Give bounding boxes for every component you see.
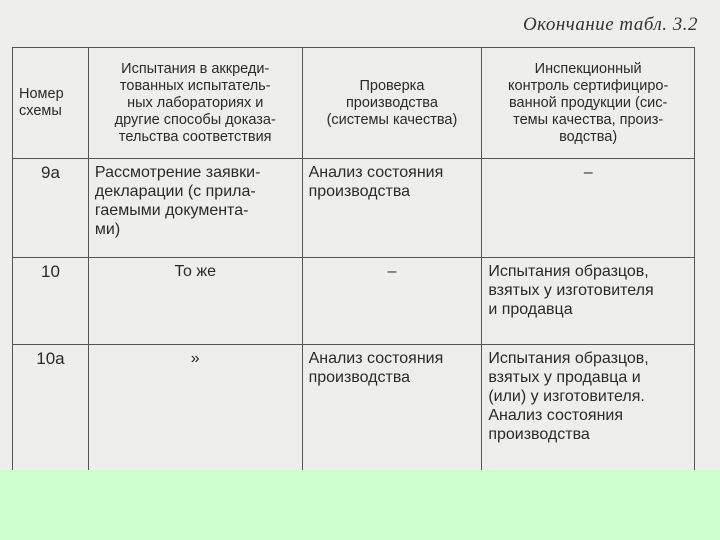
cell-inspection-control: Испытания образцов, взятых у изготовителя и продавца <box>482 258 695 345</box>
certification-schemes-table <box>12 47 695 472</box>
cell-scheme-number: 10 <box>13 258 89 345</box>
table-row <box>13 159 695 258</box>
cell-testing: » <box>88 345 302 472</box>
footer-band <box>0 470 720 540</box>
cell-testing: Рассмотрение заявки- декларации (с прила- гаемыми документа- ми) <box>88 159 302 258</box>
cell-production-check: – <box>302 258 482 345</box>
header-production-check: Проверка производства (системы качества) <box>302 48 482 159</box>
table-header-row <box>13 48 695 159</box>
cell-production-check: Анализ состояния производства <box>302 345 482 472</box>
header-testing: Испытания в аккреди- тованных испытатель- ных лабораториях и другие способы доказа- тельства соответствия <box>88 48 302 159</box>
cell-testing: То же <box>88 258 302 345</box>
cell-production-check: Анализ состояния производства <box>302 159 482 258</box>
table-caption: Окончание табл. 3.2 <box>522 14 698 35</box>
table-row <box>13 345 695 472</box>
cell-scheme-number: 10а <box>13 345 89 472</box>
cell-inspection-control: Испытания образцов, взятых у продавца и (или) у изготовителя. Анализ состояния производства <box>482 345 695 472</box>
cell-scheme-number: 9а <box>13 159 89 258</box>
cell-inspection-control: – <box>482 159 695 258</box>
header-scheme-number: Номер схемы <box>13 48 89 159</box>
header-inspection-control: Инспекционный контроль сертифициро- ванной продукции (сис- темы качества, произ- водства) <box>482 48 695 159</box>
table-row <box>13 258 695 345</box>
